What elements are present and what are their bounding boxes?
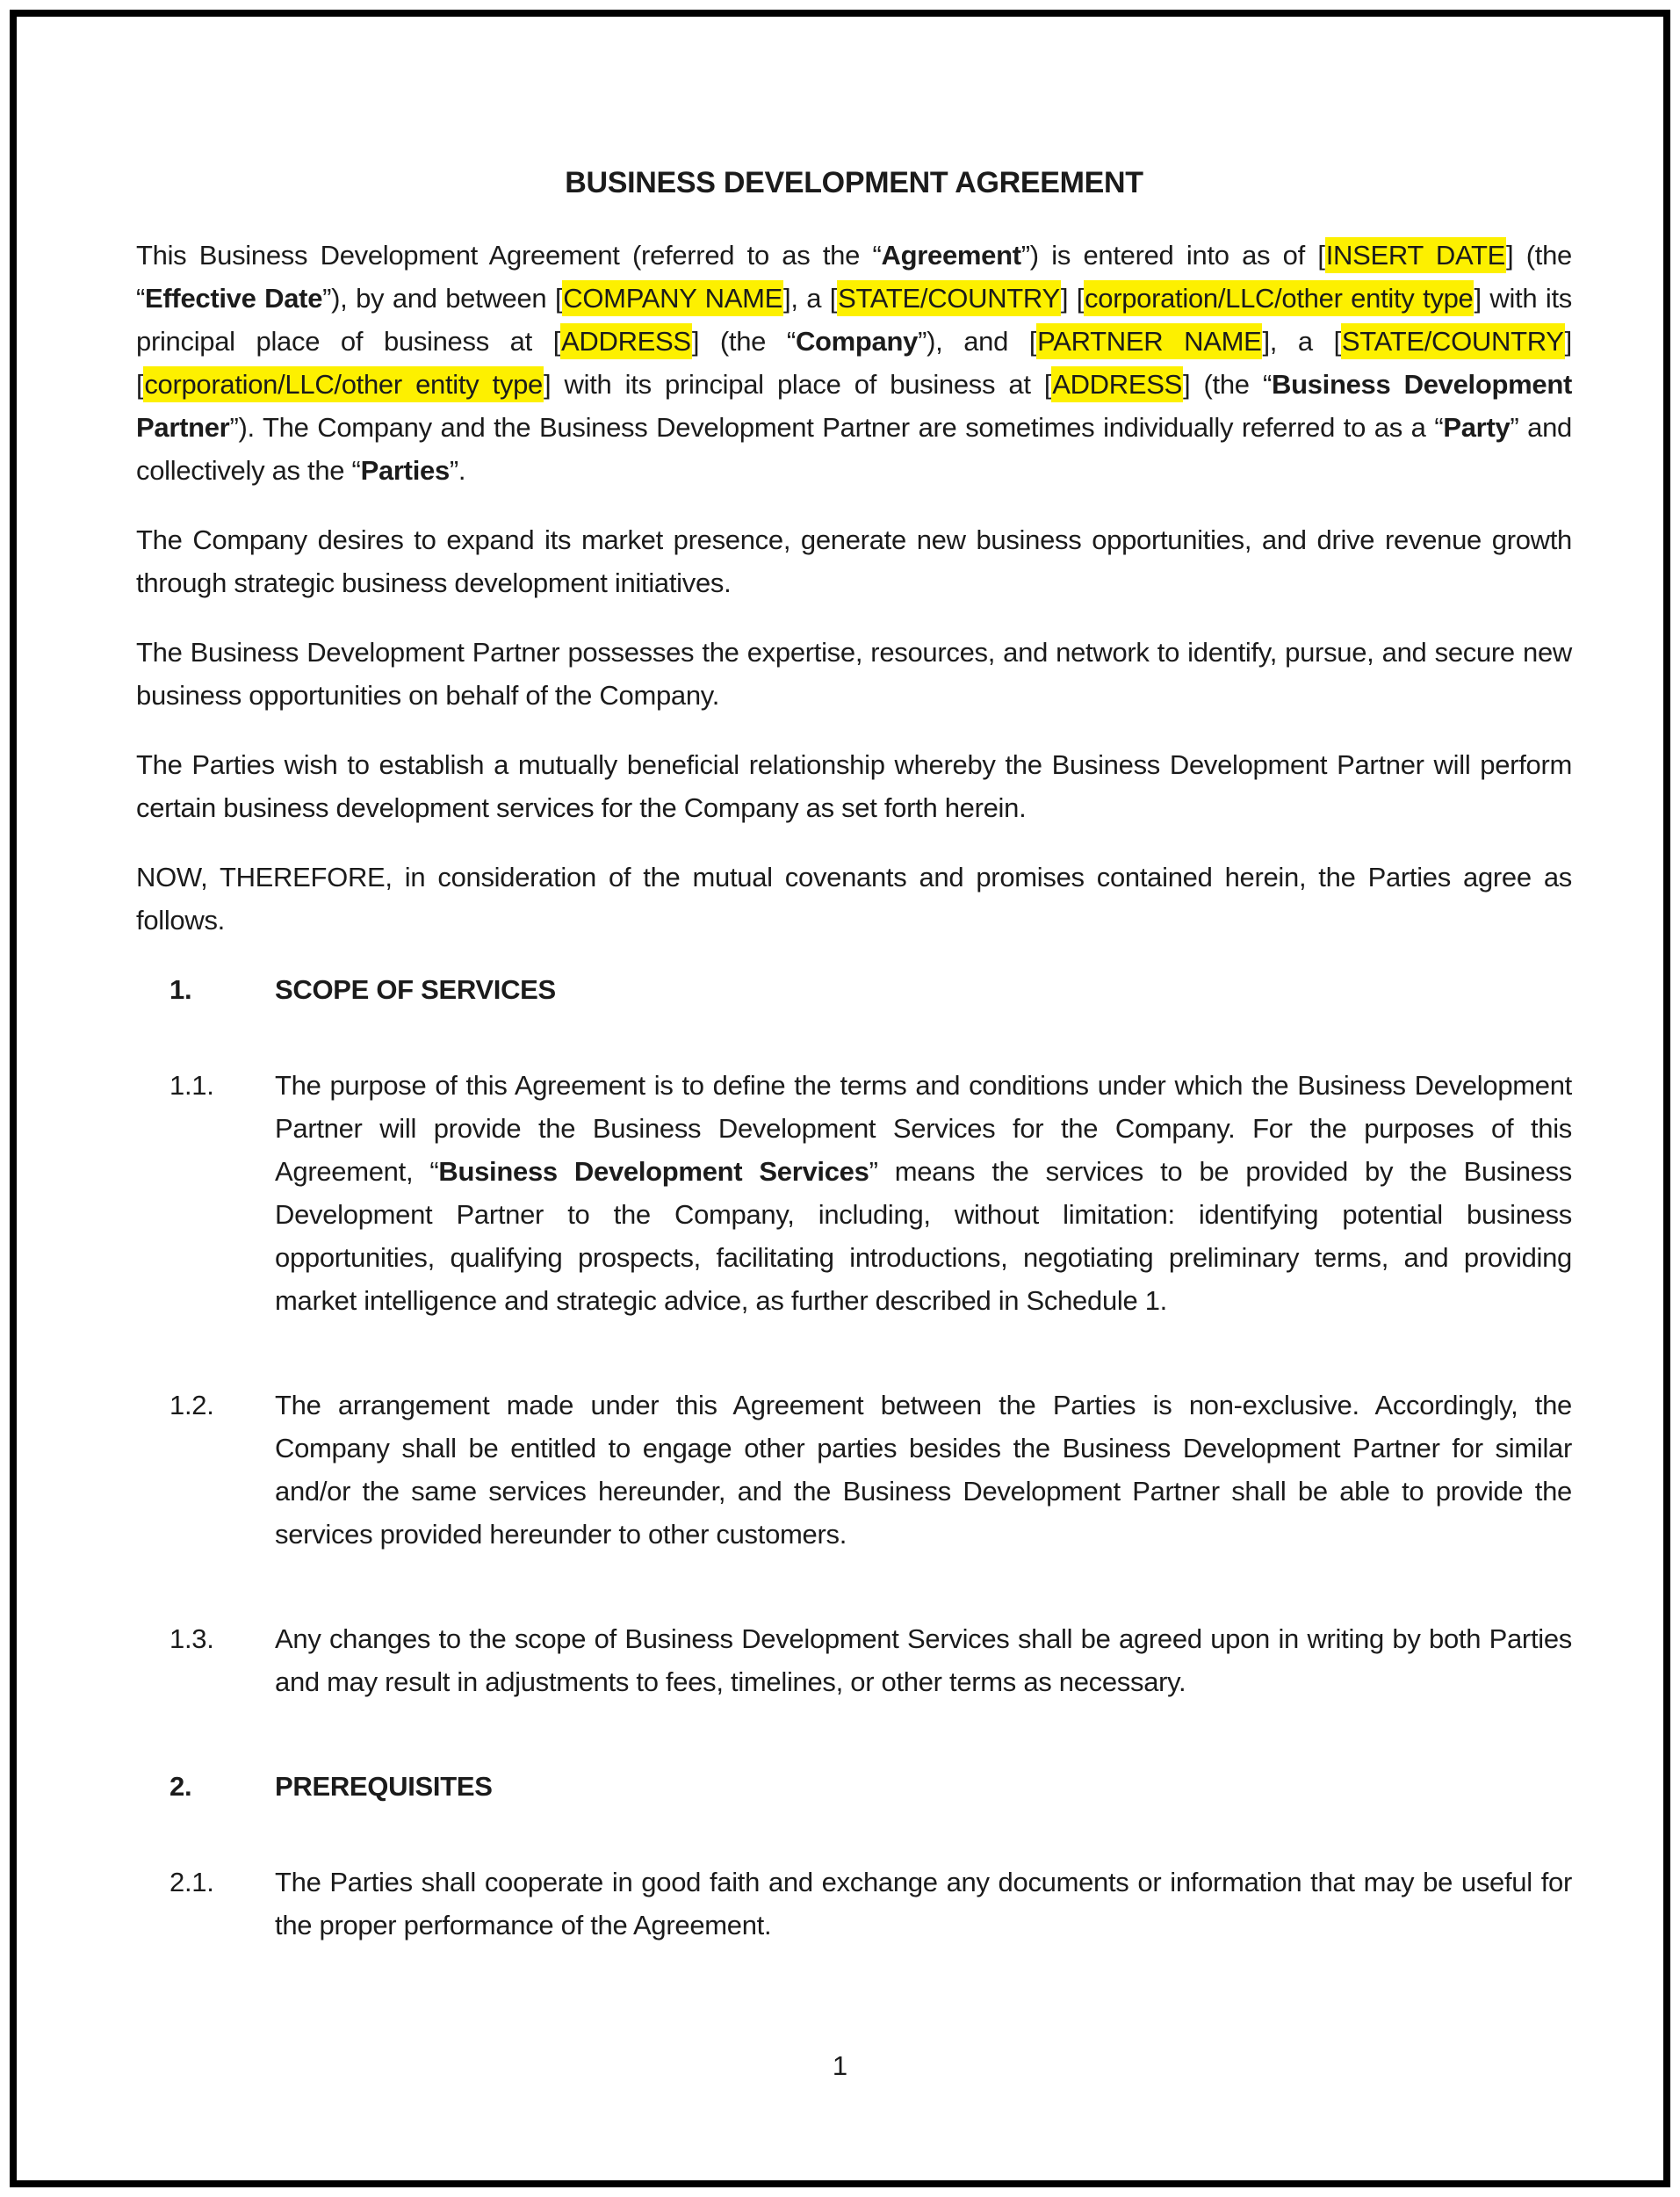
text-run: The arrangement made under this Agreement between the Parties is non-exclusive. Accordingly, the Company shall be entitled to engage other parties besides the Business Development Partner for similar and/or the same services hereunder, and the Business Development Partner shall be able to provide the services provided hereunder to other customers. [275,1390,1572,1550]
numbered-clause [136,1617,1572,1703]
text-run: ”. [449,455,466,486]
text-run: ] [ [1060,283,1085,314]
placeholder-highlight: STATE/COUNTRY [837,280,1061,316]
clause-number: 1.2. [169,1390,214,1420]
doc-body [136,234,1572,1947]
text-run: The Parties wish to establish a mutually beneficial relationship whereby the Business Development Partner will perform certain business development services for the Company as set forth herein. [136,749,1572,823]
placeholder-highlight: PARTNER NAME [1036,323,1262,359]
section-heading [136,968,1572,1011]
text-run: ] with its principal place of business at [ [136,283,1572,357]
text-run: NOW, THEREFORE, in consideration of the mutual covenants and promises contained herein, the Parties agree as follows. [136,862,1572,936]
placeholder-highlight: COMPANY NAME [562,280,783,316]
section-number: 2. [169,1771,192,1802]
bold-text: Agreement [881,240,1021,271]
section-heading [136,1765,1572,1808]
text-run: ” and collectively as the “ [136,412,1572,486]
section-title: SCOPE OF SERVICES [275,974,556,1005]
text-run: ] (the “ [136,240,1573,314]
bold-text: Company [795,326,919,357]
page-number: 1 [832,2050,848,2081]
clause-text [275,1861,1572,1947]
numbered-clause [136,1384,1572,1556]
text-run: Any changes to the scope of Business Development Services shall be agreed upon in writing by both Parties and may result in adjustments to fees, timelines, or other terms as necessary. [275,1623,1572,1697]
clause-number: 2.1. [169,1867,214,1897]
numbered-clause [136,1064,1572,1322]
text-run: The Parties shall cooperate in good faith and exchange any documents or information that may be useful for the proper performance of the Agreement. [275,1867,1572,1940]
clause-text [275,1064,1572,1322]
numbered-clause [136,1861,1572,1947]
paragraph [136,631,1572,717]
text-run: This Business Development Agreement (referred to as the “ [136,240,882,271]
section-title: PREREQUISITES [275,1771,493,1802]
bold-text: Business Development Partner [136,369,1572,443]
bold-text: Business Development Services [438,1156,869,1187]
placeholder-highlight: corporation/LLC/other entity type [143,366,544,402]
clause-number: 1.3. [169,1623,214,1654]
text-run: ], a [ [1262,326,1341,357]
bold-text: Party [1443,412,1511,443]
text-run: ] (the “ [1182,369,1272,400]
text-run: ] [ [136,326,1572,400]
text-run: ”), by and between [ [322,283,563,314]
text-run: The Company desires to expand its market presence, generate new business opportunities, and drive revenue growth through strategic business development initiatives. [136,524,1572,598]
clause-text [275,1384,1572,1556]
placeholder-highlight: ADDRESS [1051,366,1183,402]
text-run: The purpose of this Agreement is to define the terms and conditions under which the Business Development Partner will provide the Business Development Services for the Company. For the purposes of this Agreement, “ [275,1070,1572,1187]
text-run: The Business Development Partner possesses the expertise, resources, and network to identify, pursue, and secure new business opportunities on behalf of the Company. [136,637,1572,711]
section-number: 1. [169,974,192,1005]
document-title: BUSINESS DEVELOPMENT AGREEMENT [565,166,1143,199]
paragraph [136,234,1572,492]
text-run: ”), and [ [918,326,1037,357]
text-run: ” means the services to be provided by the Business Development Partner to the Company, including, without limitation: identifying potential business opportunities, qualifying prospects, facilitating introductions, negotiating preliminary terms, and providing market intelligence and strategic advice, as further described in Schedule 1. [275,1156,1573,1316]
paragraph [136,743,1572,829]
placeholder-highlight: corporation/LLC/other entity type [1084,280,1474,316]
page-content [136,163,1572,2008]
bold-text: Effective Date [145,283,323,314]
text-run: ”). The Company and the Business Development Partner are sometimes individually referred to as a “ [229,412,1444,443]
text-run: ] with its principal place of business at [ [544,369,1052,400]
text-run: ], a [ [783,283,838,314]
clause-text [275,1617,1572,1703]
placeholder-highlight: STATE/COUNTRY [1341,323,1565,359]
text-run: ] (the “ [691,326,796,357]
placeholder-highlight: ADDRESS [560,323,692,359]
paragraph [136,518,1572,604]
text-run: ”) is entered into as of [ [1020,240,1325,271]
placeholder-highlight: INSERT DATE [1325,237,1506,273]
bold-text: Parties [360,455,450,486]
clause-number: 1.1. [169,1070,214,1101]
paragraph [136,856,1572,942]
